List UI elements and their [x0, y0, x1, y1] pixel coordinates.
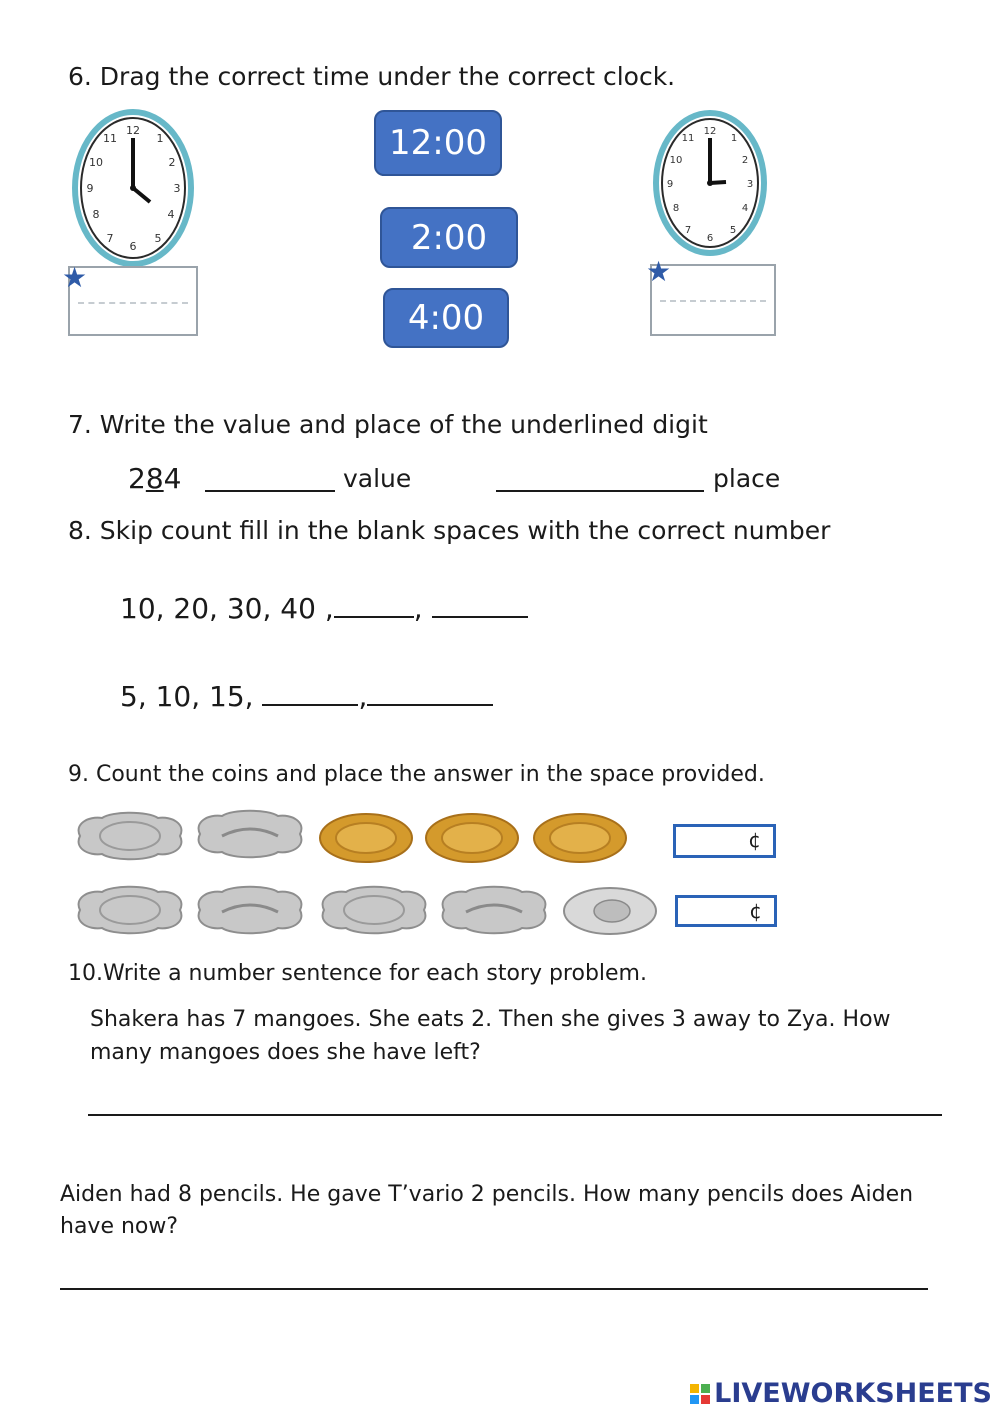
svg-text:12: 12: [126, 124, 140, 137]
svg-text:11: 11: [103, 132, 117, 145]
story-1-answer-line[interactable]: [88, 1114, 942, 1116]
value-label: value: [343, 464, 412, 493]
seq-1-blank-1[interactable]: [334, 592, 414, 618]
coin-answer-box-1[interactable]: [673, 824, 776, 858]
star-icon: ★: [62, 261, 88, 294]
svg-text:12: 12: [703, 126, 717, 137]
q6-title: 6. Drag the correct time under the correct clock.: [68, 62, 676, 91]
q9-title: 9. Count the coins and place the answer in the space provided.: [68, 762, 765, 787]
place-blank[interactable]: [496, 466, 704, 492]
liveworksheets-logo: [690, 1378, 992, 1409]
star-icon: ★: [646, 255, 672, 288]
silver-coin-icon: [436, 884, 552, 936]
seq-1-text: 10, 20, 30, 40 ,: [120, 592, 334, 625]
svg-text:4: 4: [741, 203, 749, 214]
q7-title: 7. Write the value and place of the underlined digit: [68, 410, 708, 439]
clock-icon-twelve: [652, 108, 772, 258]
svg-text:2: 2: [168, 156, 176, 169]
seq-1-sep: ,: [413, 592, 423, 625]
silver-coin-icon: [316, 884, 432, 936]
seq-2-text: 5, 10, 15,: [120, 680, 254, 713]
svg-text:7: 7: [684, 225, 692, 236]
digit-4: 4: [163, 462, 182, 495]
svg-text:6: 6: [706, 233, 714, 244]
svg-text:3: 3: [746, 179, 754, 190]
copper-coin-icon: [532, 812, 628, 864]
time-option-4[interactable]: 4:00: [383, 288, 509, 348]
svg-text:9: 9: [86, 182, 94, 195]
digit-2: 2: [128, 462, 146, 495]
svg-text:1: 1: [156, 132, 164, 145]
copper-coin-icon: [424, 812, 520, 864]
svg-text:2: 2: [741, 155, 749, 166]
story-2-answer-line[interactable]: [60, 1288, 928, 1290]
svg-text:1: 1: [730, 133, 738, 144]
skip-seq-1: [120, 592, 528, 625]
silver-coin-icon: [192, 884, 308, 936]
value-blank[interactable]: [205, 466, 335, 492]
seq-1-blank-2[interactable]: [432, 592, 528, 618]
clock-icon-four: [70, 108, 200, 268]
story-2-line-2: have now?: [60, 1214, 179, 1239]
q8-title: 8. Skip count fill in the blank spaces with the correct number: [68, 516, 831, 545]
time-option-12[interactable]: 12:00: [374, 110, 502, 176]
logo-mark-icon: [690, 1384, 710, 1404]
seq-2-blank-2[interactable]: [367, 680, 493, 706]
story-1-line-1: Shakera has 7 mangoes. She eats 2. Then she gives 3 away to Zya. How: [90, 1007, 891, 1032]
story-1-line-2: many mangoes does she have left?: [90, 1040, 481, 1065]
svg-text:8: 8: [92, 208, 100, 221]
svg-text:3: 3: [173, 182, 181, 195]
story-2-line-1: Aiden had 8 pencils. He gave T’vario 2 pencils. How many pencils does Aiden: [60, 1182, 914, 1207]
drop-box-clock-1[interactable]: [68, 266, 198, 336]
svg-text:10: 10: [669, 155, 683, 166]
svg-text:4: 4: [167, 208, 175, 221]
silver-coin-icon: [562, 886, 658, 936]
seq-2-blank-1[interactable]: [262, 680, 358, 706]
svg-text:5: 5: [154, 232, 162, 245]
brand-text: LIVEWORKSHEETS: [714, 1378, 992, 1409]
svg-text:10: 10: [89, 156, 103, 169]
silver-coin-icon: [72, 884, 188, 936]
time-option-2[interactable]: 2:00: [380, 207, 518, 268]
seq-2-sep: ,: [358, 680, 368, 713]
silver-coin-icon: [192, 808, 308, 860]
cent-symbol: ¢: [749, 899, 762, 923]
cent-symbol: ¢: [748, 828, 761, 852]
svg-text:6: 6: [129, 240, 137, 253]
svg-text:11: 11: [681, 133, 695, 144]
copper-coin-icon: [318, 812, 414, 864]
q7-number: [128, 462, 181, 495]
coin-answer-box-2[interactable]: [675, 895, 777, 927]
svg-text:8: 8: [672, 203, 680, 214]
svg-text:9: 9: [666, 179, 674, 190]
q10-title: 10.Write a number sentence for each story problem.: [68, 961, 647, 986]
svg-text:7: 7: [106, 232, 114, 245]
svg-text:5: 5: [729, 225, 737, 236]
skip-seq-2: [120, 680, 493, 713]
silver-coin-icon: [72, 810, 188, 862]
place-label: place: [713, 464, 781, 493]
underlined-digit: 8: [145, 462, 164, 495]
